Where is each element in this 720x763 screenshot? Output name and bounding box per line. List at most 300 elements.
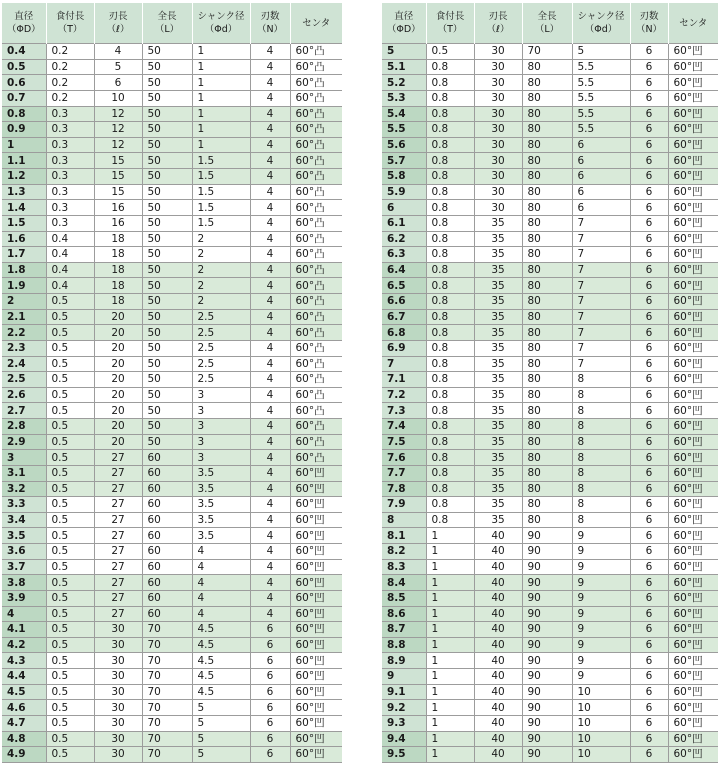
cell-flute-count: 4 <box>250 59 290 75</box>
cell-flute-length: 27 <box>94 465 142 481</box>
cell-overall-length: 60 <box>142 544 192 560</box>
cell-center: 60°凸 <box>290 247 342 263</box>
cell-diameter: 8.3 <box>382 559 426 575</box>
cell-shank-diameter: 8 <box>572 387 630 403</box>
table-row <box>382 262 718 278</box>
table-row <box>382 387 718 403</box>
cell-shank-diameter: 7 <box>572 247 630 263</box>
cell-shank-diameter: 5 <box>572 44 630 60</box>
cell-shank-diameter: 3 <box>192 434 250 450</box>
cell-overall-length: 80 <box>522 309 572 325</box>
cell-center: 60°凸 <box>290 122 342 138</box>
cell-flute-count: 6 <box>630 309 668 325</box>
cell-shank-diameter: 3 <box>192 403 250 419</box>
spec-table-right-body <box>382 44 718 763</box>
cell-center: 60°凹 <box>668 622 718 638</box>
cell-center: 60°凹 <box>668 184 718 200</box>
cell-chamfer-length: 0.3 <box>46 184 94 200</box>
cell-center: 60°凹 <box>668 200 718 216</box>
cell-center: 60°凹 <box>668 90 718 106</box>
cell-flute-length: 12 <box>94 122 142 138</box>
cell-diameter: 5.9 <box>382 184 426 200</box>
cell-overall-length: 50 <box>142 262 192 278</box>
cell-center: 60°凹 <box>290 465 342 481</box>
cell-center: 60°凸 <box>290 450 342 466</box>
cell-overall-length: 80 <box>522 356 572 372</box>
cell-chamfer-length: 0.5 <box>46 419 94 435</box>
cell-overall-length: 70 <box>522 44 572 60</box>
cell-diameter: 1.1 <box>2 153 46 169</box>
cell-chamfer-length: 0.5 <box>46 356 94 372</box>
cell-overall-length: 60 <box>142 512 192 528</box>
cell-diameter: 6.7 <box>382 309 426 325</box>
cell-overall-length: 60 <box>142 497 192 513</box>
cell-diameter: 5.6 <box>382 137 426 153</box>
cell-chamfer-length: 0.5 <box>426 44 474 60</box>
cell-chamfer-length: 0.8 <box>426 497 474 513</box>
cell-shank-diameter: 4.5 <box>192 622 250 638</box>
cell-flute-length: 20 <box>94 356 142 372</box>
cell-flute-count: 6 <box>630 606 668 622</box>
cell-diameter: 3.3 <box>2 497 46 513</box>
cell-chamfer-length: 0.8 <box>426 262 474 278</box>
cell-diameter: 2.9 <box>2 434 46 450</box>
cell-overall-length: 90 <box>522 700 572 716</box>
spec-table-right <box>382 3 718 763</box>
cell-shank-diameter: 3 <box>192 419 250 435</box>
table-row <box>2 497 342 513</box>
cell-flute-count: 4 <box>250 419 290 435</box>
cell-shank-diameter: 1.5 <box>192 169 250 185</box>
cell-shank-diameter: 3 <box>192 387 250 403</box>
cell-overall-length: 50 <box>142 106 192 122</box>
cell-chamfer-length: 0.3 <box>46 169 94 185</box>
cell-chamfer-length: 0.5 <box>46 450 94 466</box>
cell-chamfer-length: 1 <box>426 590 474 606</box>
cell-flute-count: 6 <box>630 44 668 60</box>
cell-chamfer-length: 0.4 <box>46 247 94 263</box>
cell-overall-length: 50 <box>142 387 192 403</box>
cell-diameter: 6.6 <box>382 294 426 310</box>
cell-flute-count: 6 <box>630 372 668 388</box>
cell-chamfer-length: 0.4 <box>46 262 94 278</box>
table-header-row <box>382 3 718 44</box>
table-row <box>382 231 718 247</box>
cell-shank-diameter: 2 <box>192 294 250 310</box>
table-row <box>2 278 342 294</box>
table-row <box>2 528 342 544</box>
cell-overall-length: 80 <box>522 90 572 106</box>
cell-chamfer-length: 1 <box>426 559 474 575</box>
table-row <box>2 59 342 75</box>
cell-chamfer-length: 0.5 <box>46 575 94 591</box>
cell-flute-length: 20 <box>94 403 142 419</box>
cell-shank-diameter: 2 <box>192 247 250 263</box>
cell-flute-length: 12 <box>94 137 142 153</box>
cell-overall-length: 50 <box>142 169 192 185</box>
cell-flute-length: 35 <box>474 231 522 247</box>
cell-chamfer-length: 0.8 <box>426 247 474 263</box>
cell-flute-count: 6 <box>630 684 668 700</box>
cell-diameter: 0.4 <box>2 44 46 60</box>
cell-overall-length: 80 <box>522 325 572 341</box>
cell-center: 60°凹 <box>668 606 718 622</box>
cell-flute-length: 40 <box>474 559 522 575</box>
cell-flute-count: 4 <box>250 372 290 388</box>
cell-flute-length: 20 <box>94 419 142 435</box>
cell-center: 60°凹 <box>668 497 718 513</box>
table-row <box>2 684 342 700</box>
cell-chamfer-length: 0.5 <box>46 403 94 419</box>
cell-flute-count: 6 <box>250 653 290 669</box>
col-header-shank-diameter: シャンク径 （Φd） <box>192 3 250 44</box>
cell-chamfer-length: 0.5 <box>46 684 94 700</box>
cell-shank-diameter: 2.5 <box>192 309 250 325</box>
cell-shank-diameter: 4 <box>192 606 250 622</box>
table-row <box>2 247 342 263</box>
table-row <box>2 75 342 91</box>
cell-center: 60°凹 <box>668 684 718 700</box>
cell-flute-length: 35 <box>474 481 522 497</box>
cell-diameter: 1.7 <box>2 247 46 263</box>
cell-overall-length: 50 <box>142 294 192 310</box>
cell-flute-count: 4 <box>250 44 290 60</box>
cell-flute-count: 6 <box>250 747 290 763</box>
cell-flute-count: 6 <box>630 731 668 747</box>
cell-flute-length: 40 <box>474 544 522 560</box>
cell-center: 60°凸 <box>290 184 342 200</box>
cell-flute-count: 6 <box>630 590 668 606</box>
table-row <box>2 294 342 310</box>
cell-chamfer-length: 0.8 <box>426 372 474 388</box>
cell-center: 60°凸 <box>290 200 342 216</box>
cell-diameter: 7 <box>382 356 426 372</box>
cell-shank-diameter: 5 <box>192 700 250 716</box>
cell-flute-count: 6 <box>250 684 290 700</box>
cell-center: 60°凹 <box>668 512 718 528</box>
cell-flute-length: 35 <box>474 450 522 466</box>
table-row <box>382 294 718 310</box>
cell-flute-length: 40 <box>474 715 522 731</box>
cell-flute-length: 40 <box>474 622 522 638</box>
cell-flute-count: 4 <box>250 606 290 622</box>
cell-flute-length: 15 <box>94 169 142 185</box>
col-header-flute-length: 刃長 （ℓ） <box>94 3 142 44</box>
table-row <box>2 137 342 153</box>
cell-shank-diameter: 1 <box>192 44 250 60</box>
cell-flute-length: 30 <box>474 122 522 138</box>
cell-overall-length: 50 <box>142 59 192 75</box>
cell-flute-length: 30 <box>474 184 522 200</box>
cell-overall-length: 80 <box>522 278 572 294</box>
col-header-overall-length: 全長 （L） <box>142 3 192 44</box>
cell-diameter: 3.4 <box>2 512 46 528</box>
cell-center: 60°凹 <box>668 747 718 763</box>
cell-chamfer-length: 0.5 <box>46 340 94 356</box>
cell-overall-length: 50 <box>142 44 192 60</box>
cell-diameter: 4.9 <box>2 747 46 763</box>
cell-overall-length: 70 <box>142 700 192 716</box>
cell-overall-length: 70 <box>142 747 192 763</box>
cell-chamfer-length: 0.5 <box>46 622 94 638</box>
table-row <box>382 434 718 450</box>
cell-diameter: 2.1 <box>2 309 46 325</box>
cell-chamfer-length: 0.5 <box>46 434 94 450</box>
table-row <box>2 575 342 591</box>
cell-diameter: 5.1 <box>382 59 426 75</box>
cell-diameter: 5.7 <box>382 153 426 169</box>
cell-overall-length: 60 <box>142 465 192 481</box>
cell-diameter: 2.4 <box>2 356 46 372</box>
cell-flute-length: 35 <box>474 497 522 513</box>
table-row <box>2 340 342 356</box>
cell-diameter: 8.2 <box>382 544 426 560</box>
cell-diameter: 4.8 <box>2 731 46 747</box>
cell-center: 60°凹 <box>668 669 718 685</box>
cell-flute-length: 40 <box>474 700 522 716</box>
cell-overall-length: 90 <box>522 622 572 638</box>
cell-overall-length: 90 <box>522 606 572 622</box>
cell-flute-count: 6 <box>630 653 668 669</box>
cell-center: 60°凹 <box>290 544 342 560</box>
table-row <box>2 559 342 575</box>
cell-overall-length: 80 <box>522 372 572 388</box>
cell-overall-length: 80 <box>522 231 572 247</box>
cell-diameter: 4.1 <box>2 622 46 638</box>
cell-flute-count: 4 <box>250 544 290 560</box>
cell-center: 60°凸 <box>290 294 342 310</box>
table-row <box>382 700 718 716</box>
cell-flute-count: 4 <box>250 153 290 169</box>
table-row <box>2 747 342 763</box>
cell-overall-length: 90 <box>522 684 572 700</box>
cell-chamfer-length: 0.8 <box>426 278 474 294</box>
cell-chamfer-length: 1 <box>426 653 474 669</box>
cell-overall-length: 80 <box>522 512 572 528</box>
cell-flute-length: 35 <box>474 356 522 372</box>
table-row <box>382 200 718 216</box>
cell-flute-count: 6 <box>630 715 668 731</box>
cell-flute-count: 6 <box>630 278 668 294</box>
cell-overall-length: 80 <box>522 481 572 497</box>
cell-overall-length: 50 <box>142 153 192 169</box>
cell-diameter: 4.4 <box>2 669 46 685</box>
cell-diameter: 0.6 <box>2 75 46 91</box>
cell-flute-length: 30 <box>474 106 522 122</box>
cell-flute-length: 27 <box>94 606 142 622</box>
cell-flute-count: 6 <box>630 544 668 560</box>
cell-flute-length: 6 <box>94 75 142 91</box>
cell-flute-length: 35 <box>474 340 522 356</box>
cell-overall-length: 90 <box>522 544 572 560</box>
cell-flute-count: 4 <box>250 169 290 185</box>
cell-flute-count: 4 <box>250 262 290 278</box>
cell-center: 60°凸 <box>290 106 342 122</box>
cell-diameter: 6.9 <box>382 340 426 356</box>
cell-shank-diameter: 9 <box>572 590 630 606</box>
cell-flute-count: 6 <box>630 669 668 685</box>
cell-flute-count: 6 <box>250 700 290 716</box>
table-row <box>382 637 718 653</box>
cell-overall-length: 50 <box>142 75 192 91</box>
cell-shank-diameter: 9 <box>572 669 630 685</box>
cell-center: 60°凸 <box>290 262 342 278</box>
cell-center: 60°凸 <box>290 90 342 106</box>
cell-overall-length: 90 <box>522 715 572 731</box>
col-header-flute-count: 刃数 （N） <box>250 3 290 44</box>
cell-diameter: 2 <box>2 294 46 310</box>
cell-overall-length: 50 <box>142 231 192 247</box>
cell-overall-length: 50 <box>142 90 192 106</box>
cell-chamfer-length: 0.8 <box>426 59 474 75</box>
cell-chamfer-length: 1 <box>426 544 474 560</box>
table-row <box>382 731 718 747</box>
table-row <box>382 606 718 622</box>
cell-shank-diameter: 4 <box>192 559 250 575</box>
cell-overall-length: 70 <box>142 715 192 731</box>
cell-chamfer-length: 0.3 <box>46 200 94 216</box>
cell-chamfer-length: 1 <box>426 622 474 638</box>
cell-center: 60°凸 <box>290 419 342 435</box>
cell-shank-diameter: 7 <box>572 340 630 356</box>
cell-overall-length: 80 <box>522 247 572 263</box>
cell-chamfer-length: 1 <box>426 606 474 622</box>
cell-chamfer-length: 0.8 <box>426 434 474 450</box>
cell-chamfer-length: 0.8 <box>426 356 474 372</box>
cell-flute-length: 40 <box>474 606 522 622</box>
cell-flute-length: 30 <box>474 90 522 106</box>
cell-chamfer-length: 0.5 <box>46 294 94 310</box>
cell-overall-length: 80 <box>522 465 572 481</box>
cell-chamfer-length: 0.2 <box>46 59 94 75</box>
table-row <box>382 684 718 700</box>
cell-flute-count: 4 <box>250 200 290 216</box>
cell-shank-diameter: 6 <box>572 200 630 216</box>
cell-overall-length: 90 <box>522 637 572 653</box>
cell-overall-length: 80 <box>522 387 572 403</box>
cell-shank-diameter: 6 <box>572 169 630 185</box>
cell-flute-length: 35 <box>474 262 522 278</box>
cell-flute-length: 18 <box>94 231 142 247</box>
cell-shank-diameter: 1.5 <box>192 200 250 216</box>
cell-flute-count: 4 <box>250 122 290 138</box>
cell-diameter: 2.3 <box>2 340 46 356</box>
cell-shank-diameter: 4.5 <box>192 669 250 685</box>
cell-flute-length: 30 <box>94 684 142 700</box>
cell-diameter: 6.2 <box>382 231 426 247</box>
col-header-flute-length: 刃長 （ℓ） <box>474 3 522 44</box>
cell-flute-count: 6 <box>630 497 668 513</box>
cell-flute-length: 35 <box>474 465 522 481</box>
table-row <box>2 122 342 138</box>
cell-center: 60°凹 <box>290 512 342 528</box>
cell-shank-diameter: 9 <box>572 544 630 560</box>
table-row <box>382 669 718 685</box>
cell-chamfer-length: 0.5 <box>46 637 94 653</box>
cell-flute-length: 30 <box>94 622 142 638</box>
cell-diameter: 9.5 <box>382 747 426 763</box>
cell-shank-diameter: 5.5 <box>572 122 630 138</box>
table-row <box>382 653 718 669</box>
cell-overall-length: 70 <box>142 637 192 653</box>
cell-shank-diameter: 7 <box>572 356 630 372</box>
cell-flute-length: 27 <box>94 497 142 513</box>
cell-flute-length: 40 <box>474 747 522 763</box>
cell-flute-length: 30 <box>94 731 142 747</box>
cell-flute-count: 4 <box>250 575 290 591</box>
cell-flute-count: 4 <box>250 387 290 403</box>
cell-center: 60°凸 <box>290 169 342 185</box>
cell-center: 60°凹 <box>290 622 342 638</box>
cell-chamfer-length: 0.5 <box>46 544 94 560</box>
cell-flute-count: 6 <box>630 465 668 481</box>
table-row <box>382 278 718 294</box>
cell-shank-diameter: 5 <box>192 747 250 763</box>
cell-center: 60°凸 <box>290 403 342 419</box>
cell-shank-diameter: 1 <box>192 122 250 138</box>
cell-overall-length: 90 <box>522 528 572 544</box>
cell-chamfer-length: 0.3 <box>46 106 94 122</box>
cell-chamfer-length: 0.8 <box>426 419 474 435</box>
cell-chamfer-length: 1 <box>426 715 474 731</box>
cell-diameter: 3.6 <box>2 544 46 560</box>
cell-flute-count: 6 <box>630 247 668 263</box>
cell-overall-length: 80 <box>522 153 572 169</box>
cell-diameter: 8.1 <box>382 528 426 544</box>
cell-flute-count: 6 <box>630 59 668 75</box>
cell-shank-diameter: 5 <box>192 715 250 731</box>
cell-flute-count: 6 <box>630 419 668 435</box>
cell-diameter: 2.7 <box>2 403 46 419</box>
cell-shank-diameter: 3.5 <box>192 497 250 513</box>
cell-flute-length: 35 <box>474 278 522 294</box>
table-header-row <box>2 3 342 44</box>
cell-diameter: 1.6 <box>2 231 46 247</box>
cell-chamfer-length: 1 <box>426 747 474 763</box>
cell-chamfer-length: 0.8 <box>426 215 474 231</box>
cell-center: 60°凹 <box>290 481 342 497</box>
cell-chamfer-length: 0.5 <box>46 465 94 481</box>
cell-diameter: 6.8 <box>382 325 426 341</box>
cell-chamfer-length: 0.8 <box>426 512 474 528</box>
cell-flute-count: 4 <box>250 512 290 528</box>
cell-overall-length: 50 <box>142 184 192 200</box>
table-row <box>2 637 342 653</box>
cell-chamfer-length: 0.8 <box>426 153 474 169</box>
cell-center: 60°凹 <box>668 75 718 91</box>
table-row <box>382 450 718 466</box>
cell-flute-length: 40 <box>474 590 522 606</box>
cell-chamfer-length: 0.8 <box>426 294 474 310</box>
cell-flute-length: 4 <box>94 44 142 60</box>
cell-shank-diameter: 3.5 <box>192 512 250 528</box>
cell-diameter: 3 <box>2 450 46 466</box>
cell-center: 60°凹 <box>668 153 718 169</box>
cell-flute-length: 30 <box>94 669 142 685</box>
cell-flute-length: 18 <box>94 247 142 263</box>
cell-center: 60°凹 <box>668 215 718 231</box>
cell-flute-count: 6 <box>630 575 668 591</box>
cell-shank-diameter: 9 <box>572 575 630 591</box>
cell-chamfer-length: 0.5 <box>46 387 94 403</box>
cell-overall-length: 50 <box>142 340 192 356</box>
cell-shank-diameter: 5 <box>192 731 250 747</box>
cell-flute-count: 6 <box>630 294 668 310</box>
cell-flute-count: 6 <box>630 622 668 638</box>
table-row <box>382 309 718 325</box>
table-row <box>2 419 342 435</box>
cell-shank-diameter: 2.5 <box>192 340 250 356</box>
